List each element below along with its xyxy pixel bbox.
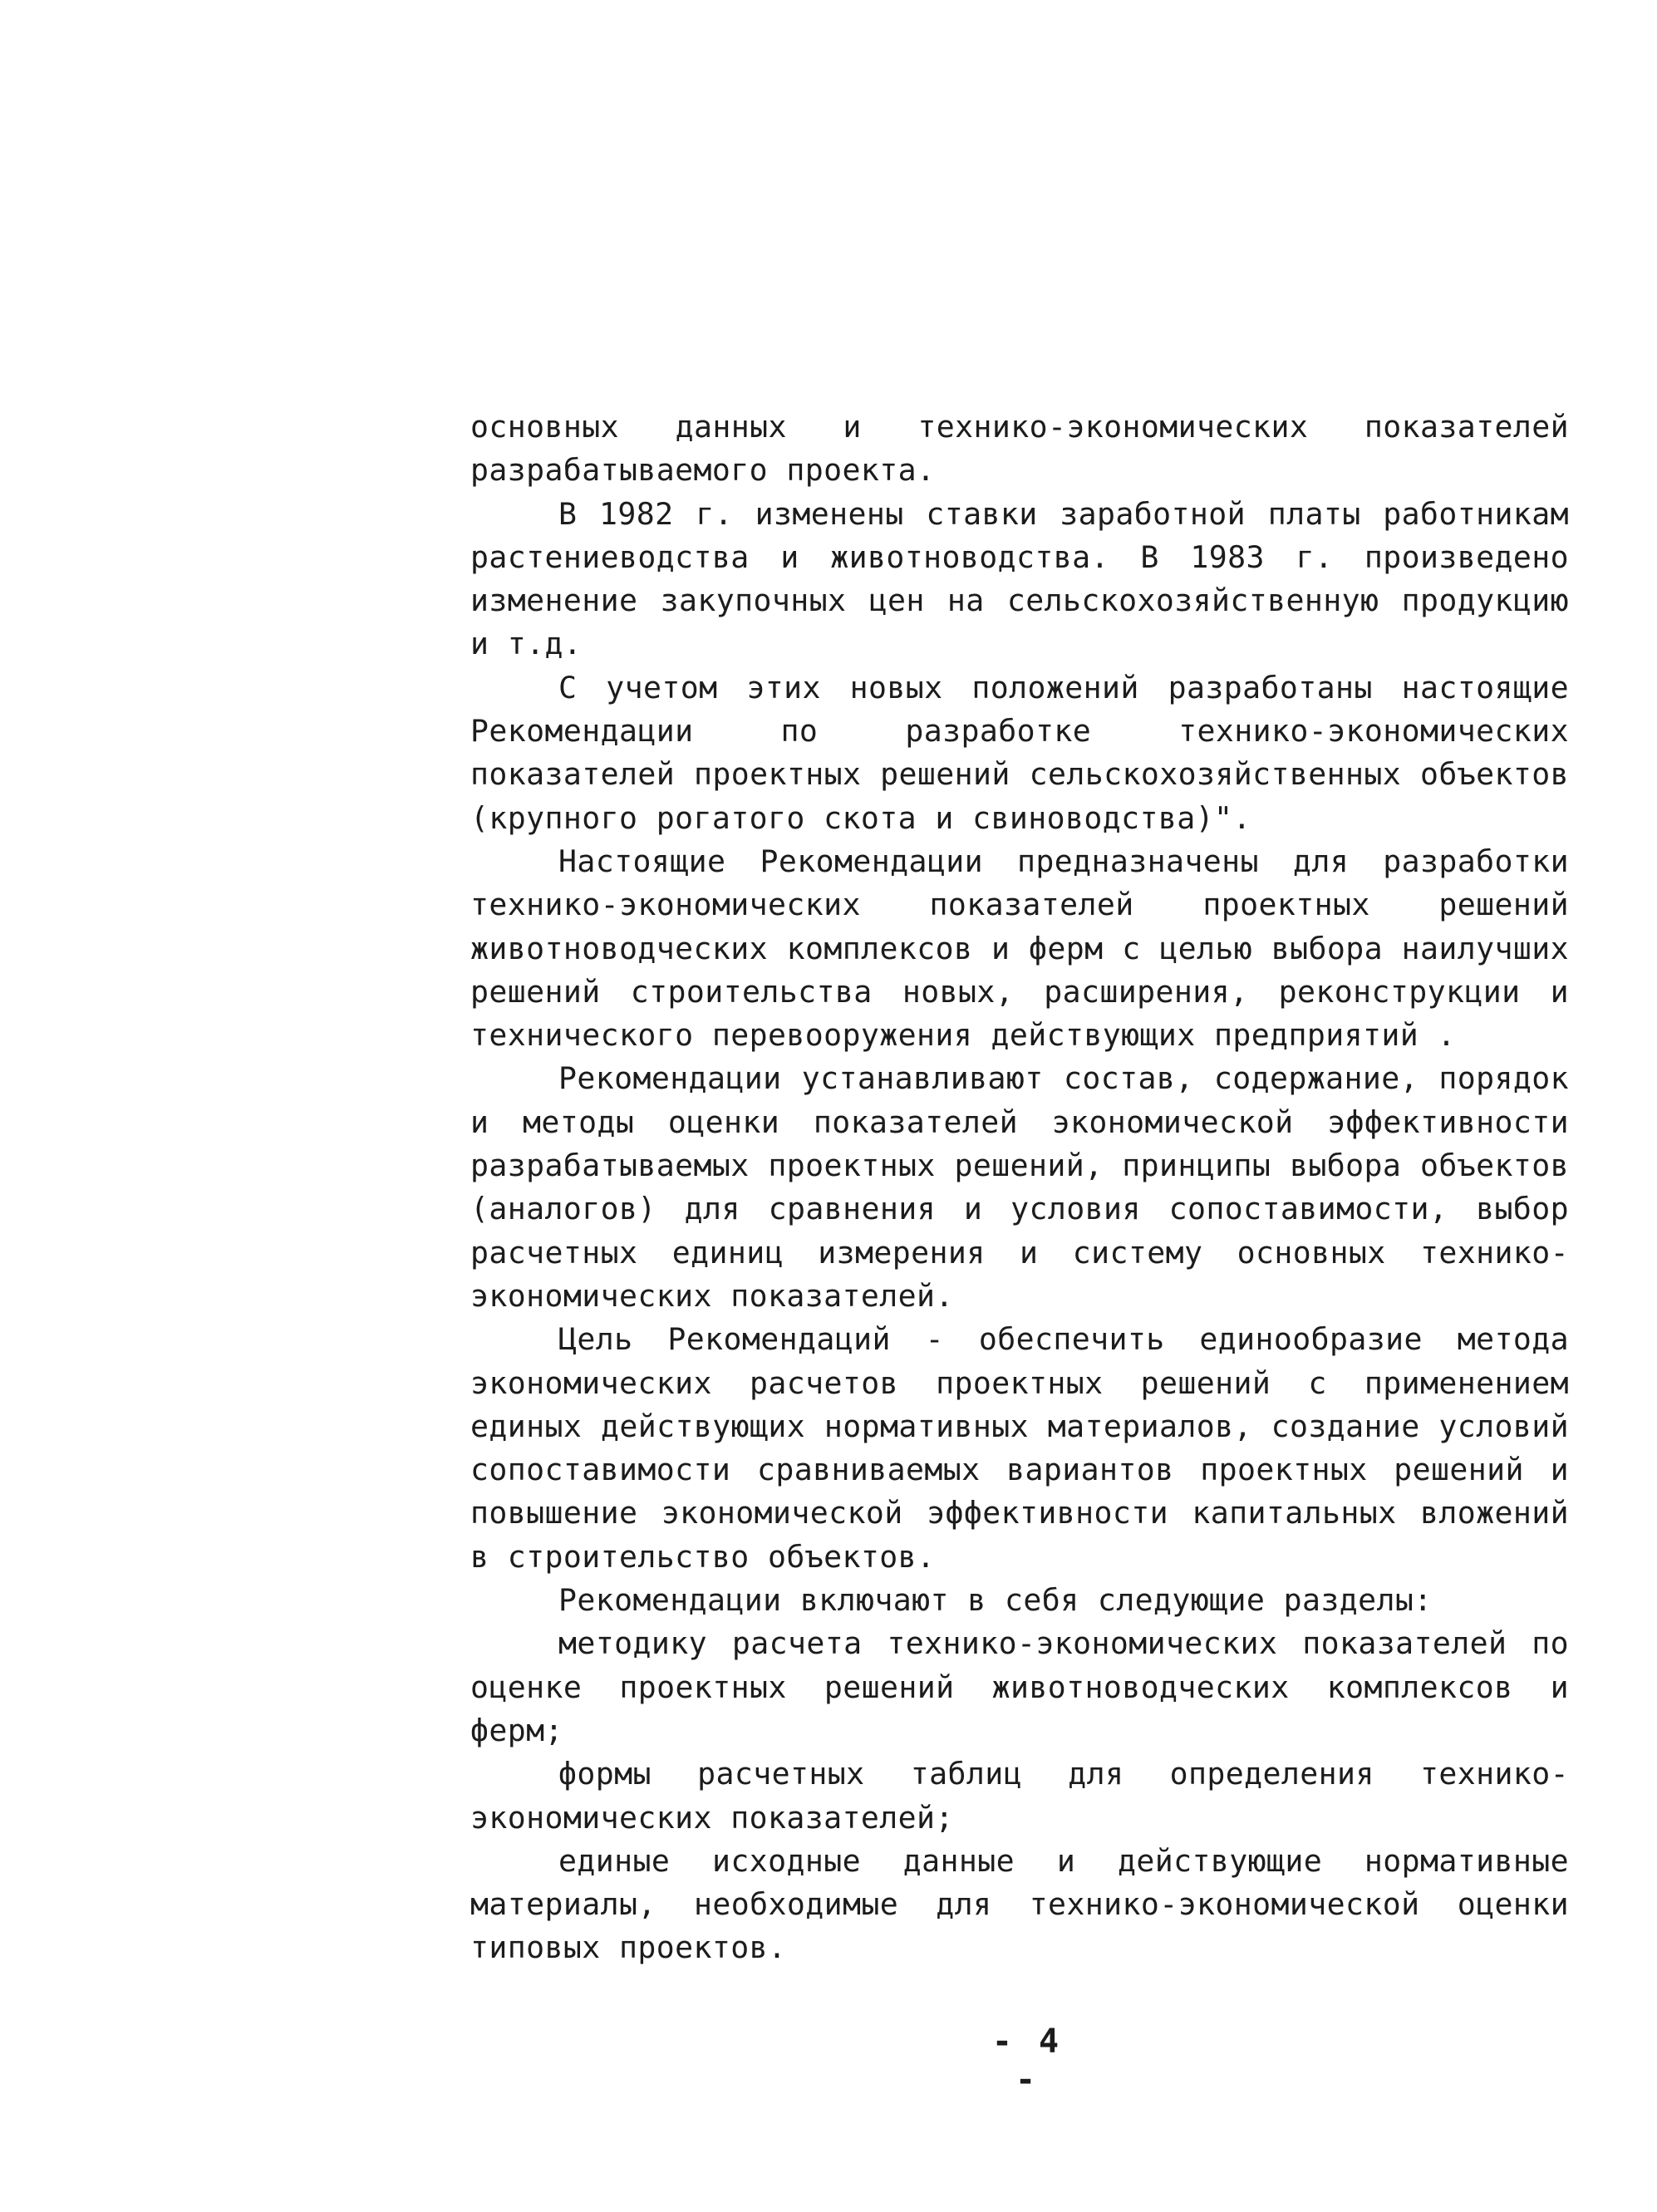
list-item-forms: формы расчетных таблиц для определения технико-экономических показателей;	[470, 1756, 1569, 1836]
paragraph-continuation: основных данных и технико-экономических показателей разрабатываемого проекта.	[470, 409, 1569, 489]
paragraph-purpose: Настоящие Рекомендации предназначены для разработки технико-экономических показателей проектных решений животноводческих комплексов и ферм с целью выбора наилучших решений строительства новых, расширения, реконструкции и технического перевооружения действующих предприятий .	[470, 843, 1569, 1054]
paragraph-wage-changes: В 1982 г. изменены ставки заработной платы работникам растениеводства и животноводства. В 1983 г. произведено изменение закупочных цен на сельскохозяйственную продукцию и т.д.	[470, 495, 1569, 662]
paragraph-sections-intro: Рекомендации включают в себя следующие разделы:	[558, 1582, 1433, 1619]
paragraph-new-provisions: С учетом этих новых положений разработаны настоящие Рекомендации по разработке технико-экономических показателей проектных решений сельскохозяйственных объектов (крупного рогатого скота и свиноводства)".	[470, 669, 1569, 836]
body-text	[470, 406, 1569, 1970]
page-number: - 4 -	[991, 2023, 1063, 2099]
paragraph-goal: Цель Рекомендаций - обеспечить единообразие метода экономических расчетов проектных решений с применением единых действующих нормативных материалов, создание условий сопоставимости сравниваемых вариантов проектных решений и повышение экономической эффективности капитальных вложений в строительство объектов.	[470, 1321, 1569, 1575]
paragraph-scope: Рекомендации устанавливают состав, содержание, порядок и методы оценки показателей экономической эффективности разрабатываемых проектных решений, принципы выбора объектов (аналогов) для сравнения и условия сопоставимости, выбор расчетных единиц измерения и систему основных технико-экономических показателей.	[470, 1060, 1569, 1314]
list-item-source-data: единые исходные данные и действующие нормативные материалы, необходимые для технико-экономической оценки типовых проектов.	[470, 1842, 1569, 1966]
list-item-methodology: методику расчета технико-экономических показателей по оценке проектных решений животноводческих комплексов и ферм;	[470, 1625, 1569, 1748]
